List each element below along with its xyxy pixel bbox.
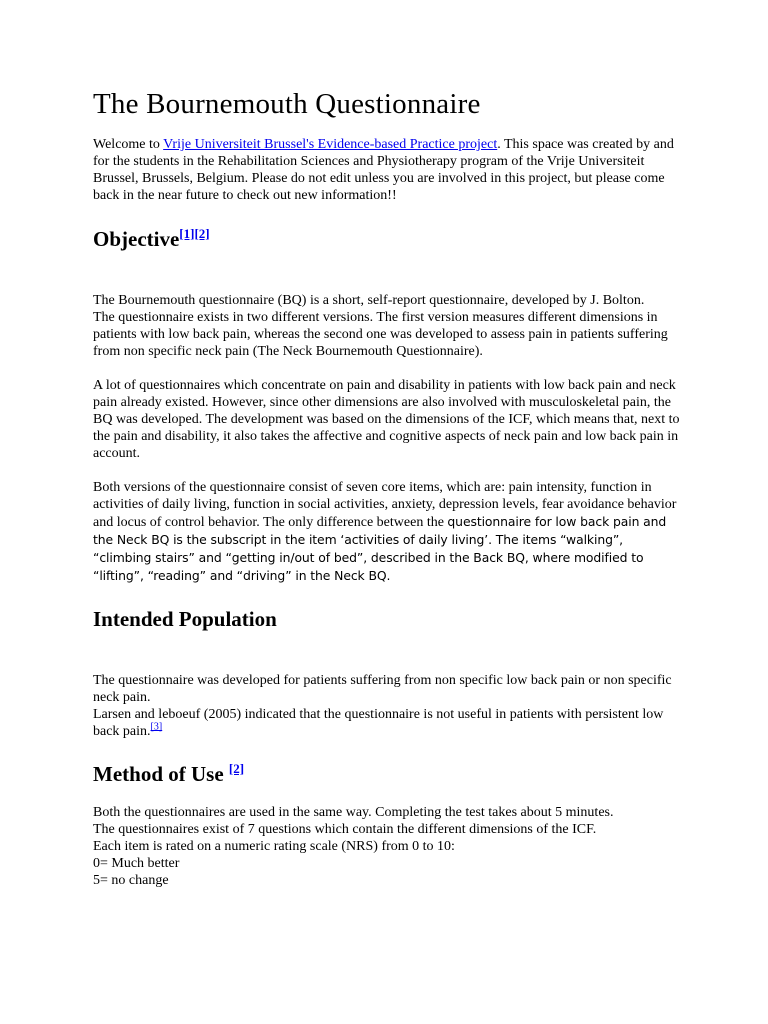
ref-link-3[interactable]: [3] xyxy=(150,721,163,733)
objective-paragraph-1: The Bournemouth questionnaire (BQ) is a short, self-report questionnaire, developed by J. Bolton. xyxy=(93,293,645,308)
objective-paragraph-4-serif: Both versions of the questionnaire consist of seven core items, which are: pain intensity, function in activities of daily living, function in social activities, anxiety, depression levels, fear avoidance behavior and locus of control behavior. The only difference between the xyxy=(93,480,677,530)
method-of-use-heading xyxy=(93,761,683,787)
method-line-2: The questionnaires exist of 7 questions which contain the different dimensions of the ICF. xyxy=(93,822,597,837)
intended-population-heading: Intended Population xyxy=(93,607,277,631)
ref-link-2[interactable]: [2] xyxy=(194,226,210,241)
method-heading-text: Method of Use xyxy=(93,762,224,786)
method-line-1: Both the questionnaires are used in the same way. Completing the test takes about 5 minutes. xyxy=(93,805,614,820)
objective-paragraph-4-sans: questionnaire for low back pain and the Neck BQ is the subscript in the item ‘activities of daily living’. The items “walking”, “climbing stairs” and “getting in/out of bed”, described in the Back BQ, where modified to “lifting”, “reading” and “driving” in the Neck BQ. xyxy=(93,514,667,583)
population-paragraph-2 xyxy=(93,706,683,740)
intro-paragraph xyxy=(93,136,683,204)
method-line-3: Each item is rated on a numeric rating scale (NRS) from 0 to 10: xyxy=(93,839,455,854)
population-paragraph-1: The questionnaire was developed for patients suffering from non specific low back pain or non specific neck pain. xyxy=(93,673,672,705)
ref-link-1[interactable]: [1] xyxy=(179,226,195,241)
objective-paragraph-2: The questionnaire exists in two different versions. The first version measures different dimensions in patients with low back pain, whereas the second one was developed to assess pain in patients suffering from non specific neck pain (The Neck Bournemouth Questionnaire). xyxy=(93,310,668,359)
method-line-5: 5= no change xyxy=(93,873,169,888)
page-title: The Bournemouth Questionnaire xyxy=(93,88,481,120)
evidence-based-practice-link[interactable]: Vrije Universiteit Brussel's Evidence-based Practice project xyxy=(163,137,498,152)
objective-paragraph-4 xyxy=(93,479,683,585)
objective-heading xyxy=(93,226,683,252)
intro-text-after: . This space was created by and for the students in the Rehabilitation Sciences and Physiotherapy program of the Vrije Universiteit Brussel, Brussels, Belgium. Please do not edit unless you are involved in this project, but please come back in the near future to check out new information!! xyxy=(93,137,674,203)
document-page xyxy=(93,86,683,889)
method-line-4: 0= Much better xyxy=(93,856,180,871)
intro-text-before: Welcome to xyxy=(93,137,164,152)
objective-paragraph-3: A lot of questionnaires which concentrate on pain and disability in patients with low back pain and neck pain already existed. However, since other dimensions are also involved with musculoskeletal pain, the BQ was developed. The development was based on the dimensions of the ICF, which means that, next to the pain and disability, it also takes the affective and cognitive aspects of neck pain and low back pain in account. xyxy=(93,378,680,461)
objective-heading-text: Objective xyxy=(93,227,180,251)
objective-refs xyxy=(179,226,209,241)
population-paragraph-2-text: Larsen and leboeuf (2005) indicated that the questionnaire is not useful in patients with persistent low back pain. xyxy=(93,707,664,739)
method-ref-link-2[interactable]: [2] xyxy=(228,761,245,776)
